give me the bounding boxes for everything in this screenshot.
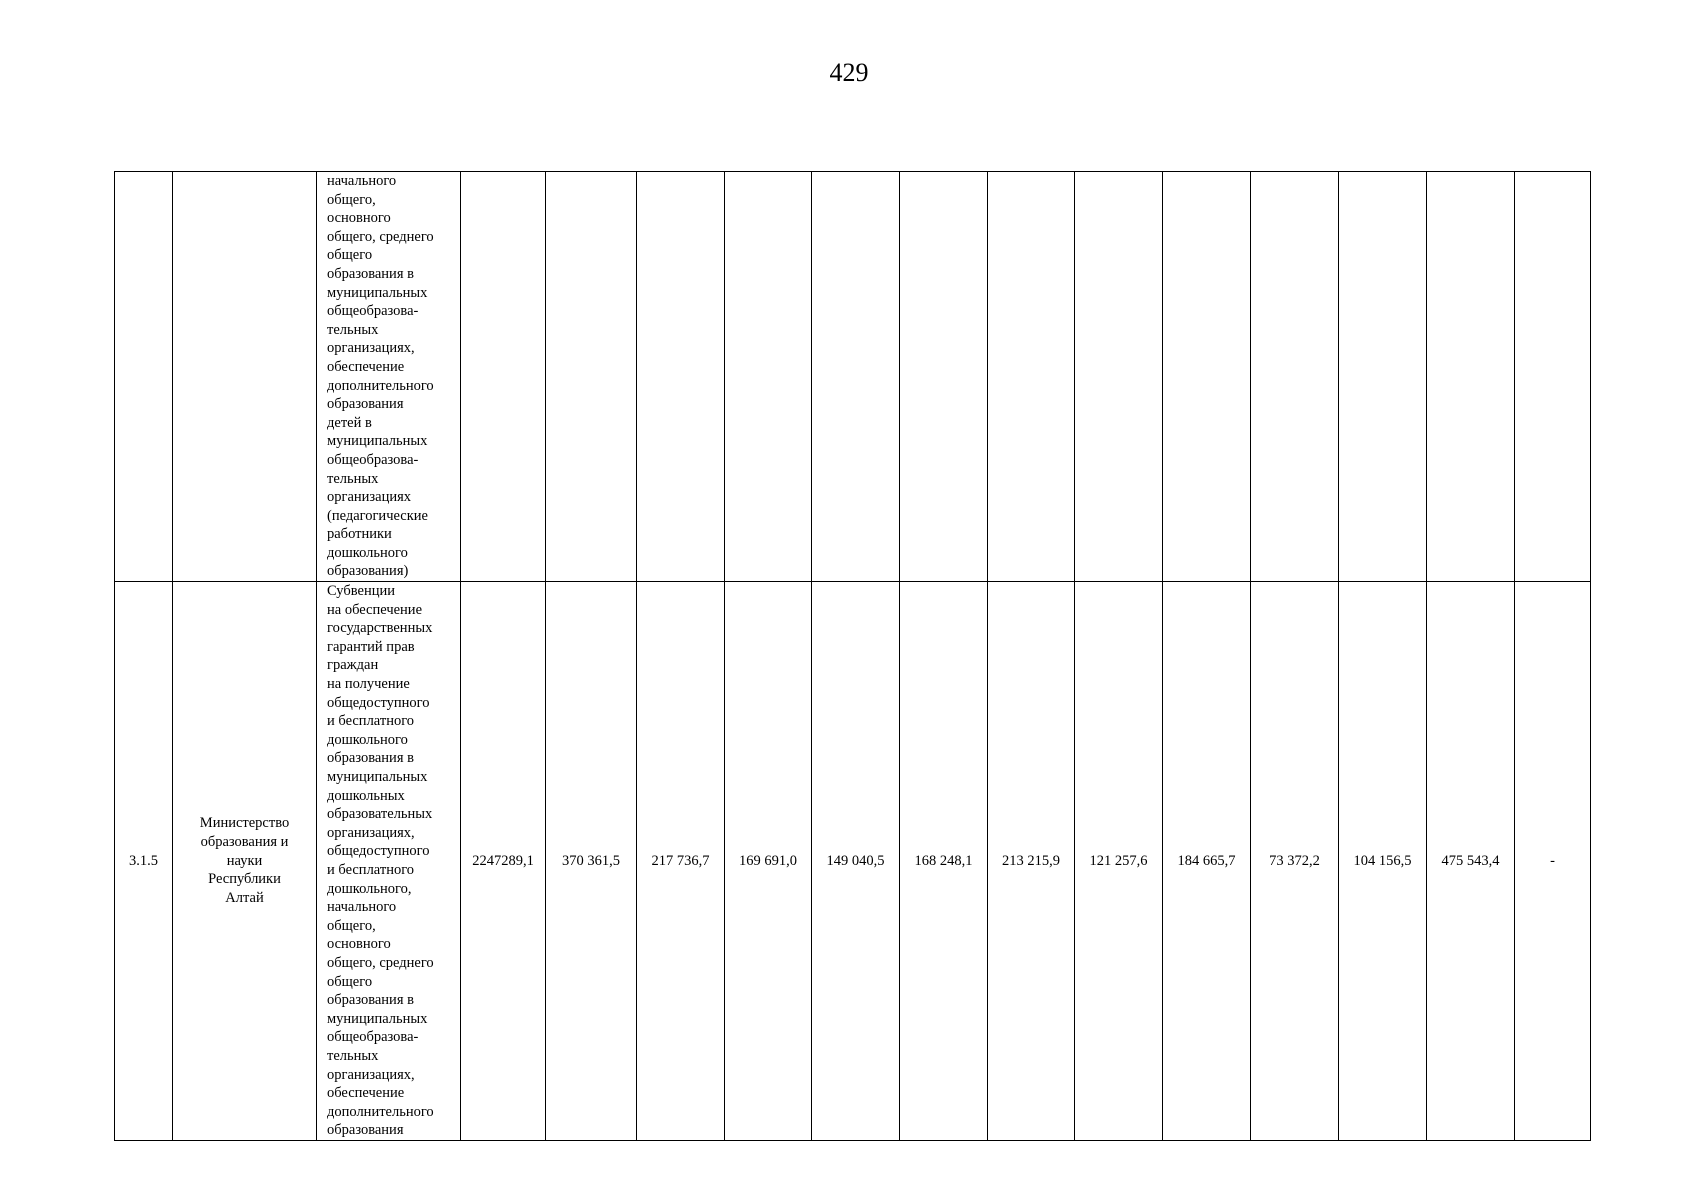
value-cell (900, 172, 988, 582)
value-cell (1515, 172, 1591, 582)
value-cell: 104 156,5 (1339, 582, 1427, 1141)
value-cell (1339, 172, 1427, 582)
value-cell (988, 172, 1075, 582)
value-cell: 73 372,2 (1251, 582, 1339, 1141)
value-cell: 475 543,4 (1427, 582, 1515, 1141)
value-cell: 169 691,0 (725, 582, 812, 1141)
row-executor (173, 172, 317, 582)
row-description: начального общего, основного общего, среднего общего образования в муниципальных общеобразова- тельных организациях, обеспечение дополнительного образования детей в муниципальных общеобразова- тельных организациях (педагогические работники дошкольного образования) (317, 172, 461, 582)
value-cell (725, 172, 812, 582)
value-cell (1427, 172, 1515, 582)
row-code: 3.1.5 (115, 582, 173, 1141)
value-cell (637, 172, 725, 582)
value-cell: 184 665,7 (1163, 582, 1251, 1141)
budget-table (114, 171, 1591, 1141)
value-cell (1251, 172, 1339, 582)
value-cell: 2247289,1 (461, 582, 546, 1141)
page-number: 429 (829, 58, 869, 87)
value-cell: 370 361,5 (546, 582, 637, 1141)
value-cell: - (1515, 582, 1591, 1141)
table-row (115, 172, 1591, 582)
value-cell: 168 248,1 (900, 582, 988, 1141)
value-cell (1163, 172, 1251, 582)
value-cell: 217 736,7 (637, 582, 725, 1141)
value-cell (1075, 172, 1163, 582)
value-cell: 149 040,5 (812, 582, 900, 1141)
table-row (115, 582, 1591, 1141)
row-code (115, 172, 173, 582)
value-cell: 121 257,6 (1075, 582, 1163, 1141)
value-cell: 213 215,9 (988, 582, 1075, 1141)
row-description: Субвенции на обеспечение государственных гарантий прав граждан на получение общедоступного и бесплатного дошкольного образования в муниципальных дошкольных образовательных организациях, общедоступного и бесплатного дошкольного, начального общего, основного общего, среднего общего образования в муниципальных общеобразова- тельных организациях, обеспечение дополнительного образования (317, 582, 461, 1141)
row-executor: Министерство образования и науки Республики Алтай (173, 582, 317, 1141)
value-cell (546, 172, 637, 582)
value-cell (812, 172, 900, 582)
value-cell (461, 172, 546, 582)
